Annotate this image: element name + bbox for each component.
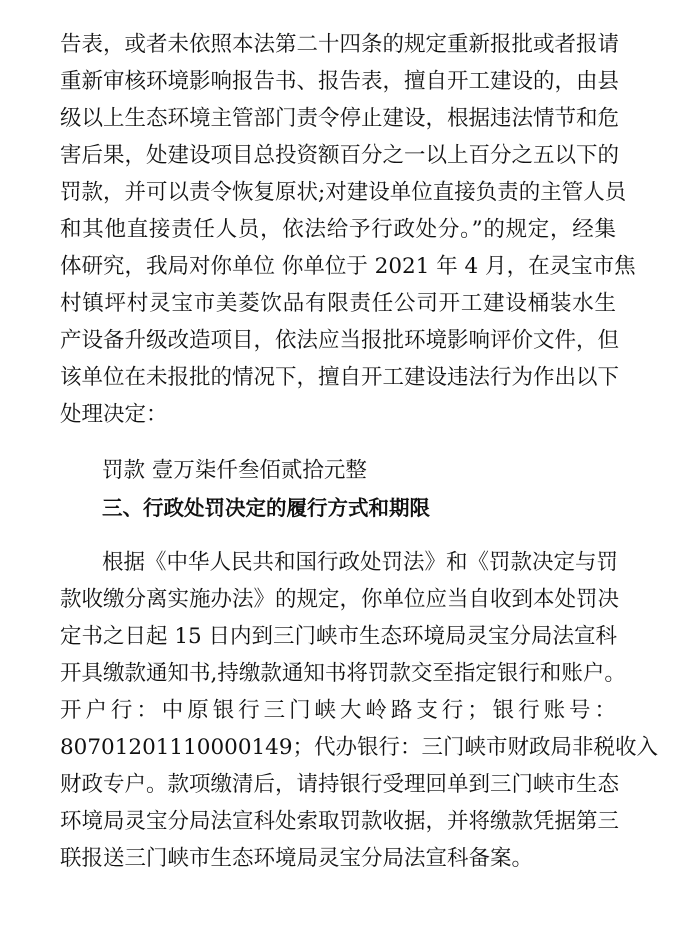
paragraph-line: 该单位在未报批的情况下，擅自开工建设违法行为作出以下 <box>60 365 620 390</box>
paragraph-line: 财政专户。款项缴清后，请持银行受理回单到三门峡市生态 <box>60 772 620 797</box>
paragraph-line: 联报送三门峡市生态环境局灵宝分局法宣科备案。 <box>60 846 534 871</box>
paragraph-line: 重新审核环境影响报告书、报告表，擅自开工建设的，由县 <box>60 69 620 94</box>
penalty-line: 罚款 壹万柒仟叁佰贰拾元整 <box>102 458 367 483</box>
paragraph-line: 环境局灵宝分局法宣科处索取罚款收据，并将缴款凭据第三 <box>60 809 620 834</box>
paragraph-line: 开户行：中原银行三门峡大岭路支行；银行账号： <box>60 698 616 723</box>
paragraph-line: 产设备升级改造项目，依法应当报批环境影响评价文件，但 <box>60 328 620 353</box>
paragraph-line: 罚款，并可以责令恢复原状;对建设单位直接负责的主管人员 <box>60 180 627 205</box>
paragraph-line: 和其他直接责任人员，依法给予行政处分。”的规定，经集 <box>60 217 616 242</box>
paragraph-line: 款收缴分离实施办法》的规定，你单位应当自收到本处罚决 <box>60 587 620 612</box>
paragraph-line: 村镇坪村灵宝市美菱饮品有限责任公司开工建设桶装水生 <box>60 291 616 316</box>
paragraph-line: 开具缴款通知书,持缴款通知书将罚款交至指定银行和账户。 <box>60 661 626 686</box>
paragraph-line: 体研究，我局对你单位 你单位于 2021 年 4 月，在灵宝市焦 <box>60 254 636 279</box>
paragraph-line: 害后果，处建设项目总投资额百分之一以上百分之五以下的 <box>60 143 620 168</box>
paragraph-line: 级以上生态环境主管部门责令停止建设，根据违法情节和危 <box>60 106 620 131</box>
paragraph-line: 定书之日起 15 日内到三门峡市生态环境局灵宝分局法宣科 <box>60 624 618 649</box>
paragraph-line: 告表，或者未依照本法第二十四条的规定重新报批或者报请 <box>60 32 620 57</box>
paragraph-line: 根据《中华人民共和国行政处罚法》和《罚款决定与罚 <box>102 550 619 575</box>
section-heading: 三、行政处罚决定的履行方式和期限 <box>102 496 430 520</box>
paragraph-line: 处理决定： <box>60 402 168 427</box>
paragraph-line: 80701201110000149；代办银行：三门峡市财政局非税收入 <box>60 735 659 760</box>
